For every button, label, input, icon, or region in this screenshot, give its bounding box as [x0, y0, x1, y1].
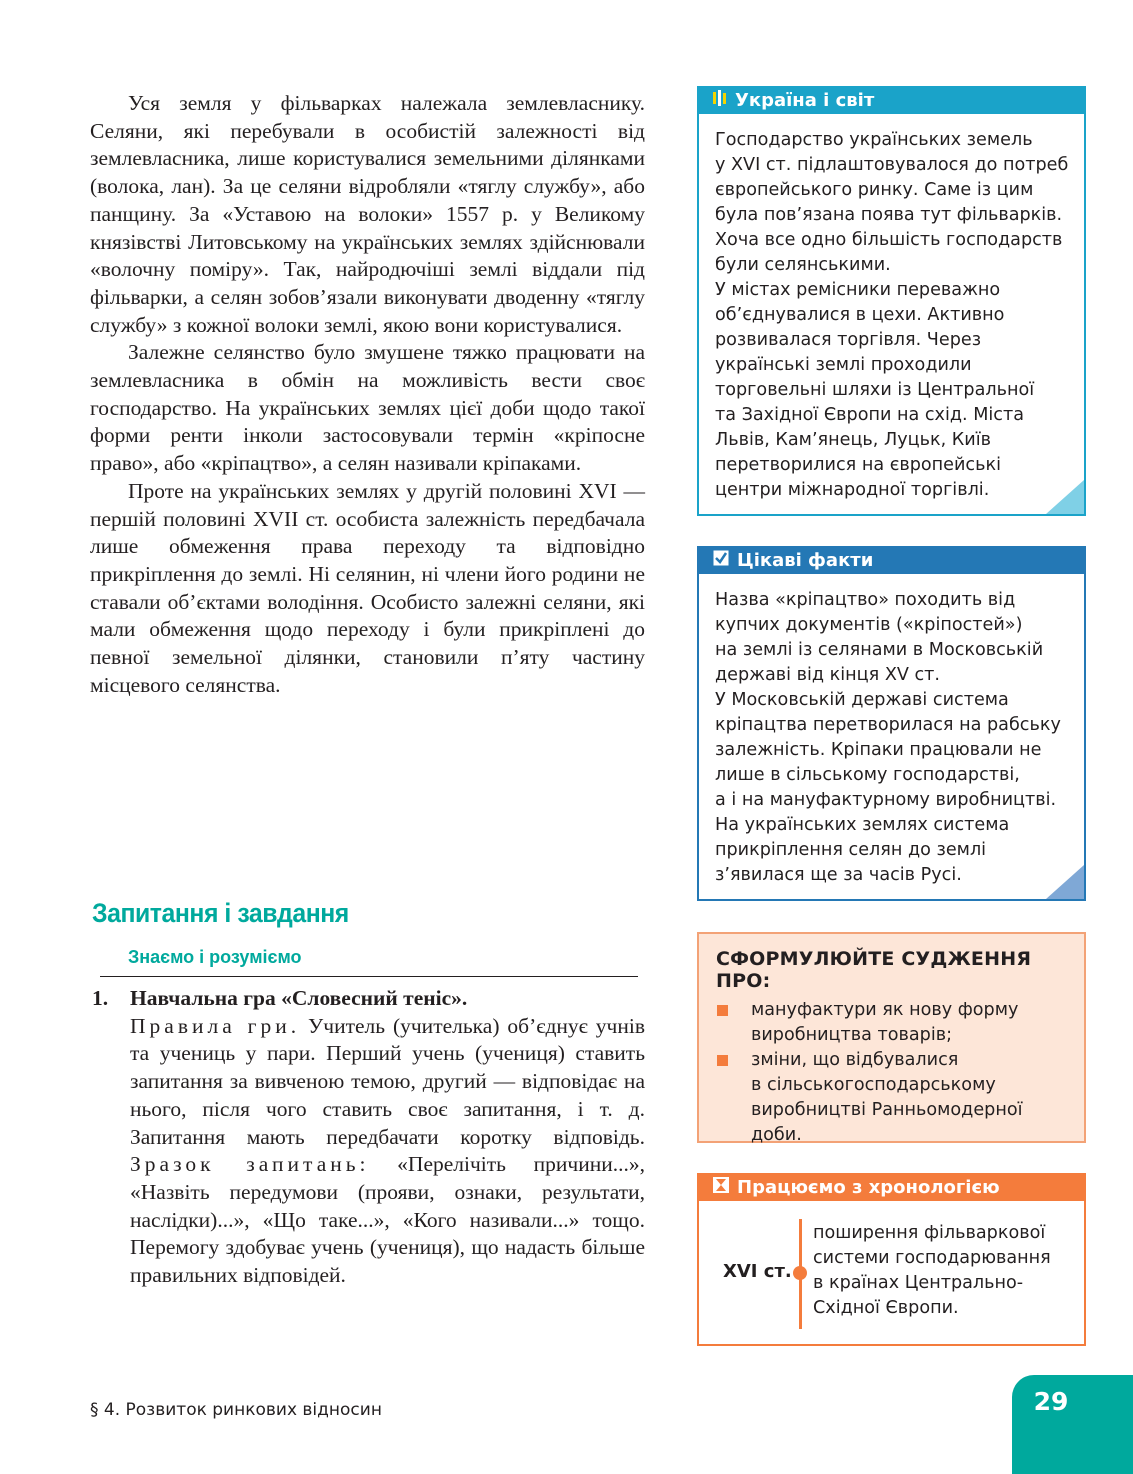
text-line: виробництві Ранньомодерної: [751, 1100, 1023, 1120]
text-line: прикріплення селян до землі: [715, 840, 987, 860]
page-number-tab: [1012, 1375, 1133, 1474]
box-title: СФОРМУЛЮЙТЕ СУДЖЕННЯ ПРО:: [716, 948, 1032, 992]
text-line: кріпацтва перетворилася на рабську: [715, 715, 1061, 735]
checkbox-icon: [713, 548, 729, 574]
text-line: У містах ремісники переважно: [715, 280, 1001, 300]
sample-label: Зразок запитань:: [130, 1152, 370, 1177]
hourglass-icon: [713, 1175, 729, 1201]
text-line: На українських землях система: [715, 815, 1010, 835]
corner-fold-icon: [1046, 480, 1084, 514]
page-number: 29: [1033, 1387, 1069, 1416]
divider: [100, 976, 638, 977]
task-text: [130, 1013, 645, 1290]
square-bullet-icon: [717, 1005, 728, 1016]
sub-heading: Знаємо і розуміємо: [128, 947, 302, 967]
box-header: [699, 1175, 1084, 1201]
text-line: з’явилася ще за часів Русі.: [715, 865, 962, 885]
text-line: системи господарювання: [813, 1248, 1051, 1268]
task-body: [130, 985, 645, 1290]
timeline-year: XVI ст.: [723, 1261, 792, 1282]
text-line: Хоча все одно більшість господарств: [715, 230, 1063, 250]
text-line: доби.: [751, 1125, 802, 1145]
paragraph: Проте на українських землях у другій половині XVI — першій половині XVII ст. особиста залежність передбачала лише обмеження права переходу та відповідно прикріплення до землі. Ні селянин, ні члени його родини не ставали об’єктами володіння. Особисто залежні селяни, які мали обмеження щодо переходу і були прикріплені до певної земельної ділянки, становили п’яту частину місцевого селянства.: [90, 478, 645, 697]
list-item: [699, 998, 1084, 1048]
timeline-dot-icon: [793, 1266, 807, 1280]
timeline-event: [813, 1221, 1078, 1321]
box-title: Цікаві факти: [737, 550, 874, 571]
text-line: Господарство українських земель: [715, 130, 1033, 150]
interesting-facts-box: [697, 546, 1086, 901]
text-line: Львів, Кам’янець, Луцьк, Київ: [715, 430, 991, 450]
text-line: Назва «кріпацтво» походить від: [715, 590, 1016, 610]
text-line: Східної Європи.: [813, 1298, 959, 1318]
text-line: лише в сільському господарстві,: [715, 765, 1020, 785]
text-line: були селянськими.: [715, 255, 891, 275]
text-line: зміни, що відбувалися: [751, 1050, 959, 1070]
text-line: у XVI ст. підлаштовувалося до потреб: [715, 155, 1069, 175]
text-line: розвивалася торгівля. Через: [715, 330, 982, 350]
list-item: [699, 1048, 1084, 1148]
formulate-judgment-box: [697, 932, 1086, 1143]
rules-label: Правила гри.: [130, 1013, 301, 1038]
text-line: в країнах Центрально-: [813, 1273, 1024, 1293]
task-title: Навчальна гра «Словесний теніс».: [130, 986, 468, 1010]
paragraph: Уся земля у фільварках належала землевласнику. Селяни, які перебували в особистій залежності від землевласника, лише користувалися земельними ділянками (волока, лан). За це селяни відробляли «тяглу службу», або панщину. За «Уставою на волоки» 1557 р. у Великому князівстві Литовському на українських землях здійснювали «волочну поміру». Так, найродючіші землі віддали під фільварки, а селян зобов’язали виконувати дводенну «тяглу службу» з кожної волоки землі, якою вони користувалися.: [90, 91, 645, 337]
text-line: державі від кінця XV ст.: [715, 665, 941, 685]
text-line: об’єднувалися в цехи. Активно: [715, 305, 1005, 325]
text-line: виробництва товарів;: [751, 1025, 953, 1045]
text-line: а і на мануфактурному виробництві.: [715, 790, 1057, 810]
text-line: в сільськогосподарському: [751, 1075, 996, 1095]
box-title: Україна і світ: [735, 90, 875, 111]
ukraine-world-box: [697, 86, 1086, 516]
text-line: поширення фільваркової: [813, 1223, 1046, 1243]
square-bullet-icon: [717, 1055, 728, 1066]
text-line: та Західної Європи на схід. Міста: [715, 405, 1024, 425]
sample-text: «Перелічіть причини...», «Назвіть передумови (прояви, ознаки, результати, наслідки)...», «Що таке...», «Кого називали...» тощо. Перемогу здобуває учень (учениця), що надасть більше правильних відповідей.: [130, 1152, 645, 1288]
section-heading: Запитання і завдання: [92, 898, 349, 928]
text-line: У Московській державі система: [715, 690, 1009, 710]
paragraph: Залежне селянство було змушене тяжко працювати на землевласника в обмін на можливість вести своє господарство. На українських землях цієї доби щодо такої форми ренти інколи застосовували термін «кріпосне право», або «кріпацтво», а селян називали кріпаками.: [90, 340, 645, 476]
text-line: на землі із селянами в Московській: [715, 640, 1044, 660]
text-line: купчих документів («кріпостей»): [715, 615, 1023, 635]
main-text: [90, 90, 645, 699]
rules-text: Учитель (учителька) об’єднує учнів та учениць у пари. Перший учень (учениця) ставить запитання за вивченою темою, другий — відповідає на нього, після чого ставить своє запитання, і т. д. Запитання мають передбачати коротку відповідь.: [130, 1013, 646, 1149]
box-text: [699, 588, 1084, 888]
box-header: [699, 548, 1084, 574]
box-title: Працюємо з хронологією: [737, 1177, 1000, 1198]
text-line: мануфактури як нову форму: [751, 1000, 1019, 1020]
text-line: перетворилися на європейські: [715, 455, 1001, 475]
bars-icon: [713, 88, 727, 114]
box-header: [699, 88, 1084, 114]
text-line: європейського ринку. Саме із цим: [715, 180, 1034, 200]
chronology-box: [697, 1173, 1086, 1346]
running-footer: § 4. Розвиток ринкових відносин: [90, 1400, 382, 1420]
text-line: була пов’язана поява тут фільварків.: [715, 205, 1063, 225]
task-number: 1.: [92, 986, 109, 1010]
text-line: українські землі проходили: [715, 355, 972, 375]
text-line: залежність. Кріпаки працювали не: [715, 740, 1042, 760]
box-text: [699, 128, 1084, 503]
text-line: центри міжнародної торгівлі.: [715, 480, 990, 500]
corner-fold-icon: [1046, 865, 1084, 899]
text-line: торговельні шляхи із Центральної: [715, 380, 1035, 400]
task-item: [92, 985, 645, 1290]
